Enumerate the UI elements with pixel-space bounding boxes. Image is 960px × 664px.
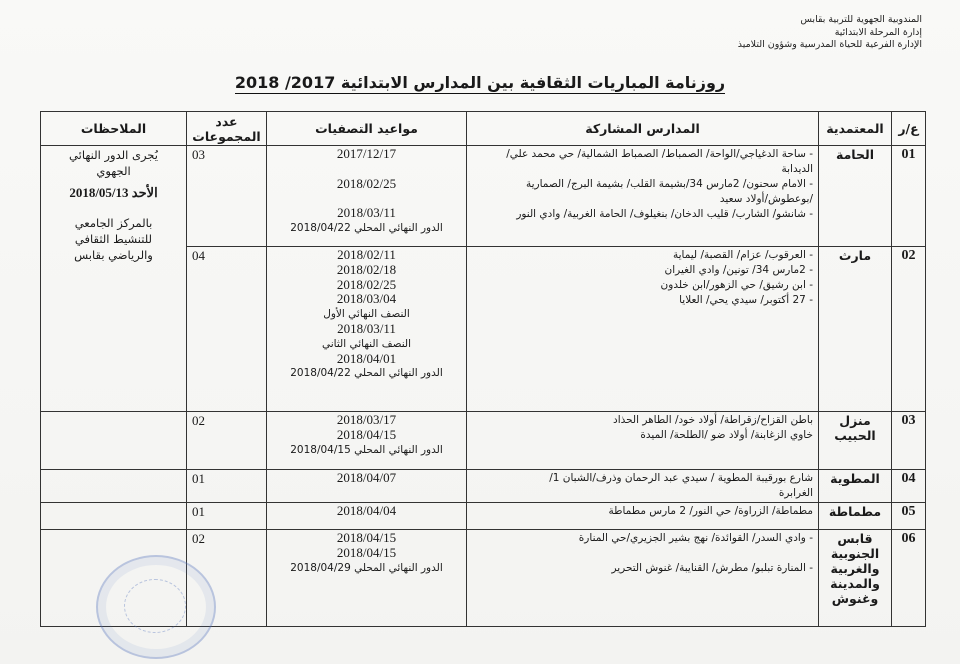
table-row <box>41 412 926 470</box>
col-header-groups: عدد المجموعات <box>187 112 267 146</box>
groups-cell: 02 <box>187 530 267 627</box>
date-line: 2018/04/15 <box>336 544 397 560</box>
date-line: 2018/04/01 <box>336 350 397 366</box>
date-line: 2018/04/15 <box>336 530 397 545</box>
groups-cell: 01 <box>187 470 267 503</box>
date-line: 2018/02/25 <box>336 276 397 292</box>
remark-line: يُجرى الدور النهائي <box>69 148 158 162</box>
remark-line: والرياضي بقابس <box>74 248 153 262</box>
row-number: 06 <box>892 530 926 627</box>
date-line: 2018/03/11 <box>337 320 396 336</box>
school-line: مطماطة/ الزراوة/ حي النور/ 2 مارس مطماطة <box>608 505 813 517</box>
col-header-remarks: الملاحظات <box>41 112 187 146</box>
groups-cell: 03 <box>187 146 267 247</box>
col-header-dates: مواعيد التصفيات <box>267 112 467 146</box>
dates-cell <box>267 530 467 627</box>
date-line: الدور النهائي المحلي 2018/04/29 <box>290 561 443 574</box>
dates-cell <box>267 247 467 412</box>
title-text: روزنامة المباريات الثقافية بين المدارس الابتدائية 2017/ 2018 <box>234 73 726 92</box>
date-line: 2018/04/04 <box>336 503 397 518</box>
date-line: 2018/02/11 <box>337 247 396 262</box>
school-line: شارع بورقيبة المطوية / سيدي عبد الرحمان وذرف/الشبان 1/ <box>549 472 813 484</box>
remarks-empty-cell <box>41 503 187 530</box>
school-line <box>472 546 813 561</box>
delegation-cell: الحامة <box>819 146 892 247</box>
dates-cell <box>267 503 467 530</box>
date-line <box>272 191 461 206</box>
date-line: 2018/03/04 <box>336 291 397 307</box>
delegation-cell: منزل الحبيب <box>819 412 892 470</box>
school-line: باطن القزاح/زقراطة/ أولاد خود/ الطاهر الحذاد <box>613 414 813 426</box>
delegation-cell: مطماطة <box>819 503 892 530</box>
letterhead-line: الإدارة الفرعية للحياة المدرسية وشؤون التلاميذ <box>737 39 922 50</box>
school-line: الديدابة <box>781 163 813 175</box>
dates-cell <box>267 146 467 247</box>
groups-cell: 04 <box>187 247 267 412</box>
row-number: 05 <box>892 503 926 530</box>
schools-cell <box>467 470 819 503</box>
groups-cell: 02 <box>187 412 267 470</box>
document-title <box>0 73 960 92</box>
date-line: 2018/02/25 <box>336 175 397 191</box>
school-line: - 2مارس 34/ تونين/ وادي الغيران <box>664 264 813 276</box>
delegation-cell: قابس الجنوبية والغربية والمدينة وغنوش <box>819 530 892 627</box>
date-line: 2018/02/18 <box>336 261 397 277</box>
schools-cell <box>467 247 819 412</box>
school-line: - الامام سحنون/ 2مارس 34/بشيمة القلب/ بشيمة البرج/ الصمارية <box>525 178 813 190</box>
dates-cell <box>267 412 467 470</box>
table-row <box>41 503 926 530</box>
remarks-cell <box>41 146 187 412</box>
remarks-empty-cell <box>41 412 187 470</box>
schools-cell <box>467 530 819 627</box>
date-line <box>272 162 461 177</box>
schedule-table <box>40 111 926 627</box>
date-line: النصف النهائي الأول <box>323 308 410 321</box>
school-line: /بوعطوش/أولاد سعيد <box>719 193 813 205</box>
school-line: - 27 أكتوبر/ سيدي يحي/ العلايا <box>679 294 813 306</box>
row-number: 04 <box>892 470 926 503</box>
school-line: - المنارة تبلبو/ مطرش/ القنايبة/ غنوش التحرير <box>611 562 813 574</box>
row-number: 02 <box>892 247 926 412</box>
school-line: - ابن رشيق/ حي الزهور/ابن خلدون <box>660 279 813 291</box>
date-line: 2017/12/17 <box>336 146 397 161</box>
school-line: - ساحة الدغياجي/الواحة/ الصمباط/ الصمباط الشمالية/ حي محمد علي/ <box>506 148 813 160</box>
schools-cell <box>467 146 819 247</box>
remark-line: الجهوي <box>96 164 131 178</box>
school-line: خاوي الزغابنة/ أولاد ضو /الطلحة/ الميدة <box>640 429 813 441</box>
delegation-cell: مارث <box>819 247 892 412</box>
schools-cell <box>467 503 819 530</box>
school-line: - شانشو/ الشارب/ قليب الدخان/ بنغيلوف/ الحامة الغربية/ وادي النور <box>516 208 813 220</box>
date-line: النصف النهائي الثاني <box>321 337 412 350</box>
letterhead-line: إدارة المرحلة الابتدائية <box>834 26 922 38</box>
remark-line: الأحد 2018/05/13 <box>69 185 158 200</box>
dates-cell <box>267 470 467 503</box>
date-line: 2018/03/11 <box>337 205 396 221</box>
date-line: 2018/03/17 <box>336 412 397 427</box>
col-header-delegation: المعتمدية <box>819 112 892 146</box>
school-line: الغرابرة <box>778 487 813 499</box>
date-line: الدور النهائي المحلي 2018/04/15 <box>290 443 443 456</box>
remark-line: للتنشيط الثقافي <box>74 232 153 246</box>
letterhead <box>738 14 922 52</box>
schools-cell <box>467 412 819 470</box>
delegation-cell: المطوية <box>819 470 892 503</box>
date-line: 2018/04/07 <box>336 470 397 485</box>
school-line: - وادي السدر/ القوائدة/ نهج بشير الجزيري/حي المنارة <box>578 532 813 544</box>
remark-line: بالمركز الجامعي <box>74 216 153 230</box>
date-line: الدور النهائي المحلي 2018/04/22 <box>290 367 443 380</box>
school-line: - العرقوب/ عزام/ القصبة/ ليماية <box>672 249 813 261</box>
row-number: 03 <box>892 412 926 470</box>
table-header-row <box>41 112 926 146</box>
remarks-empty-cell <box>41 470 187 503</box>
table-row <box>41 470 926 503</box>
col-header-schools: المدارس المشاركة <box>467 112 819 146</box>
date-line: 2018/04/15 <box>336 426 397 442</box>
groups-cell: 01 <box>187 503 267 530</box>
table-row <box>41 146 926 247</box>
row-number: 01 <box>892 146 926 247</box>
letterhead-line: المندوبية الجهوية للتربية بقابس <box>800 14 922 25</box>
col-header-num: ع/ر <box>892 112 926 146</box>
official-stamp <box>96 555 216 659</box>
date-line: الدور النهائي المحلي 2018/04/22 <box>290 221 443 234</box>
